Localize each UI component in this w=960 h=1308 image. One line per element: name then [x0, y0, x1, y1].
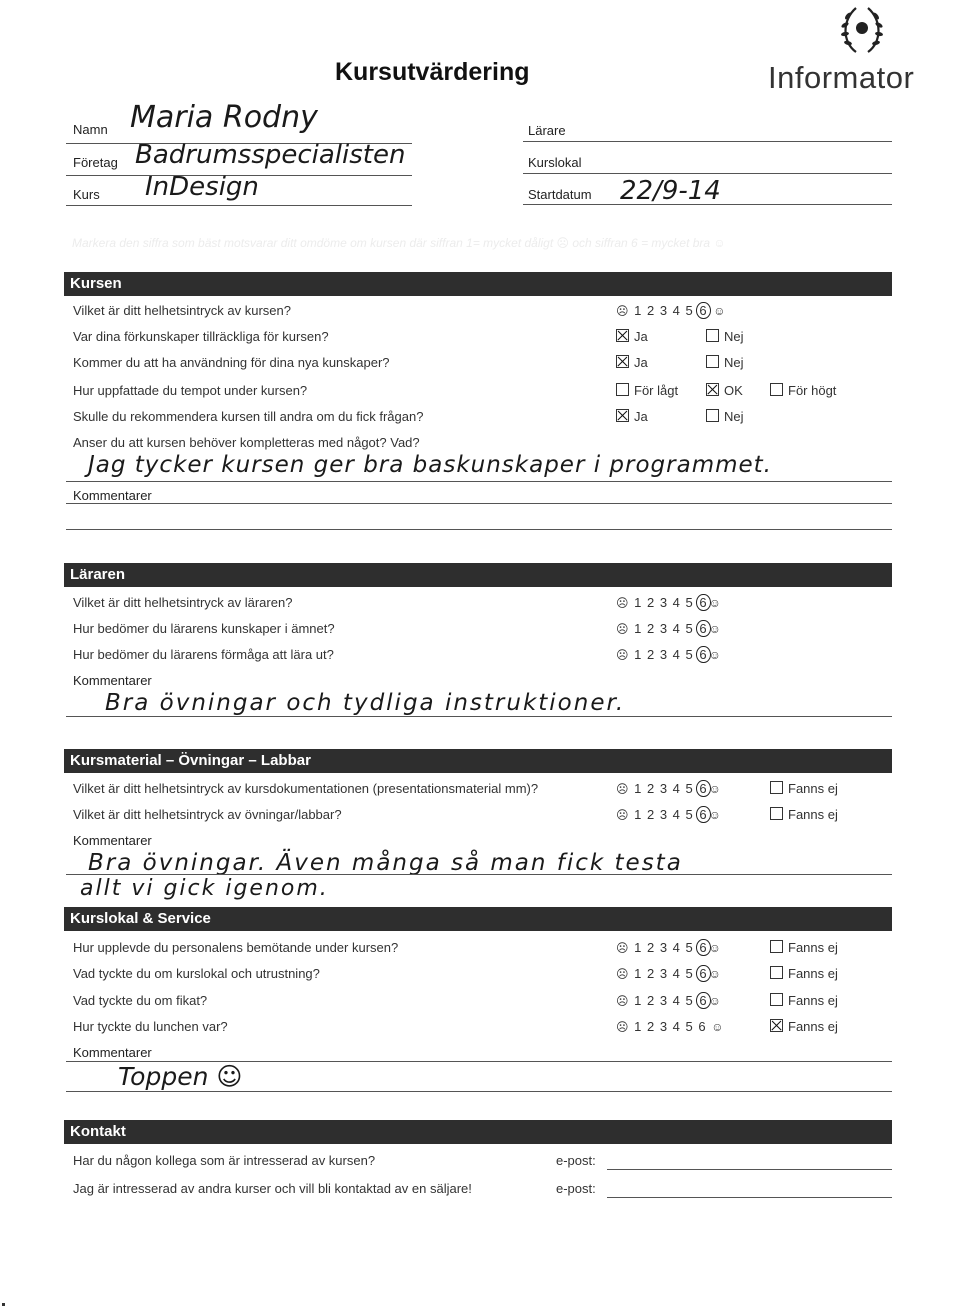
happy-face-icon: ☺ [708, 994, 722, 1008]
comment-line [66, 716, 892, 717]
section-header-kursmaterial: Kursmaterial – Övningar – Labbar [64, 749, 892, 773]
happy-face-icon: ☺ [708, 782, 722, 796]
material-comment-line-2[interactable]: allt vi gick igenom. [80, 876, 329, 901]
option-label: OK [724, 383, 743, 398]
lararen-rating-3[interactable] [616, 647, 722, 662]
teacher-label: Lärare [528, 123, 566, 138]
email-label-2: e-post: [556, 1181, 596, 1196]
checkbox-empty[interactable] [616, 383, 629, 396]
material-comment-label: Kommentarer [73, 833, 152, 848]
kursen-q2-ja[interactable] [616, 329, 648, 344]
happy-face-icon: ☺ [708, 596, 722, 610]
checkbox-empty[interactable] [706, 409, 719, 422]
lokal-comment-label: Kommentarer [73, 1045, 152, 1060]
checkbox-empty[interactable] [770, 781, 783, 794]
comment-line [66, 874, 892, 875]
checkbox-empty[interactable] [706, 329, 719, 342]
rating-selected-6[interactable]: 6 [696, 806, 710, 823]
lokal-rating-4[interactable] [616, 1019, 725, 1034]
sad-face-icon: ☹ [616, 648, 630, 662]
happy-face-icon: ☺ [708, 622, 722, 636]
kursen-answer-handwritten[interactable]: Jag tycker kursen ger bra baskunskaper i programmet. [88, 452, 772, 478]
lararen-rating-2[interactable] [616, 621, 722, 636]
checkbox-checked[interactable] [616, 409, 629, 422]
lokal-rating-3[interactable] [616, 993, 722, 1008]
lokal-comment-handwritten[interactable]: Toppen ☺ [118, 1062, 243, 1091]
happy-face-icon: ☺ [708, 941, 722, 955]
rating-digits: 1 2 3 4 5 [634, 1019, 694, 1034]
material-q1-fanns-ej[interactable] [770, 781, 838, 796]
rating-instruction: Markera den siffra som bäst motsvarar ditt omdöme om kursen där siffran 1= mycket dåligt ☹ och siffran 6 = mycket bra ☺ [72, 236, 726, 250]
material-q2-fanns-ej[interactable] [770, 807, 838, 822]
checkbox-checked[interactable] [706, 383, 719, 396]
option-label: Ja [634, 329, 648, 344]
lararen-question-1: Vilket är ditt helhetsintryck av läraren? [73, 595, 293, 610]
rating-selected-6[interactable]: 6 [696, 620, 710, 637]
room-label: Kurslokal [528, 155, 582, 170]
lokal-question-1: Hur upplevde du personalens bemötande under kursen? [73, 940, 399, 955]
section-header-kontakt: Kontakt [64, 1120, 892, 1144]
checkbox-checked[interactable] [616, 329, 629, 342]
email-label-1: e-post: [556, 1153, 596, 1168]
lararen-comment-label: Kommentarer [73, 673, 152, 688]
rating-selected-6[interactable]: 6 [696, 965, 710, 982]
course-value[interactable]: InDesign [145, 172, 259, 202]
start-date-line [523, 204, 892, 205]
lararen-rating-1[interactable] [616, 595, 722, 610]
teacher-line [523, 141, 892, 142]
rating-digit-6[interactable]: 6 [698, 1019, 707, 1034]
kontakt-question-1: Har du någon kollega som är intresserad av kursen? [73, 1153, 376, 1168]
name-value[interactable]: Maria Rodny [130, 100, 318, 135]
happy-face-icon: ☺ [711, 1020, 725, 1034]
lokal-question-4: Hur tyckte du lunchen var? [73, 1019, 228, 1034]
option-label: För lågt [634, 383, 679, 398]
rating-selected-6[interactable]: 6 [696, 939, 710, 956]
sad-face-icon: ☹ [616, 1020, 630, 1034]
lokal-rating-1[interactable] [616, 940, 722, 955]
kursen-q5-ja[interactable] [616, 409, 648, 424]
sad-face-icon: ☹ [616, 622, 630, 636]
happy-face-icon: ☺ [708, 648, 722, 662]
material-comment-line-1[interactable]: Bra övningar. Även många så man fick testa [88, 850, 683, 876]
comment-line [66, 503, 892, 504]
kursen-q5-nej[interactable] [706, 409, 744, 424]
material-rating-1[interactable] [616, 781, 722, 796]
lararen-question-2: Hur bedömer du lärarens kunskaper i ämnet? [73, 621, 335, 636]
email-field-2[interactable] [607, 1197, 892, 1198]
option-label: Nej [724, 409, 744, 424]
kursen-question-5: Skulle du rekommendera kursen till andra om du fick frågan? [73, 409, 424, 424]
tempo-for-hogt[interactable] [770, 383, 836, 398]
kursen-question-2: Var dina förkunskaper tillräckliga för kursen? [73, 329, 329, 344]
option-label: Nej [724, 329, 744, 344]
material-question-1: Vilket är ditt helhetsintryck av kursdokumentationen (presentationsmaterial mm)? [73, 781, 539, 796]
checkbox-empty[interactable] [770, 966, 783, 979]
start-date-label: Startdatum [528, 187, 592, 202]
happy-face-icon: ☺ [708, 967, 722, 981]
kursen-question-4: Hur uppfattade du tempot under kursen? [73, 383, 308, 398]
rating-digits: 1 2 3 4 5 [634, 781, 694, 796]
rating-digits: 1 2 3 4 5 [634, 621, 694, 636]
section-header-lararen: Läraren [64, 563, 892, 587]
course-line [66, 205, 412, 206]
section-header-kurslokal: Kurslokal & Service [64, 907, 892, 931]
option-label: Fanns ej [788, 993, 838, 1008]
sad-face-icon: ☹ [616, 596, 630, 610]
course-label: Kurs [73, 187, 100, 202]
option-label: Fanns ej [788, 1019, 838, 1034]
comment-line [66, 1091, 892, 1092]
rating-digits: 1 2 3 4 5 [634, 993, 694, 1008]
sad-face-icon: ☹ [616, 994, 630, 1008]
start-date-value[interactable]: 22/9-14 [620, 176, 721, 206]
lokal-q1-fanns-ej[interactable] [770, 940, 838, 955]
rating-selected-6[interactable]: 6 [696, 646, 710, 663]
lokal-question-2: Vad tyckte du om kurslokal och utrustning? [73, 966, 320, 981]
checkbox-empty[interactable] [706, 355, 719, 368]
rating-selected-6[interactable]: 6 [696, 992, 710, 1009]
room-line [523, 173, 892, 174]
answer-line [66, 481, 892, 482]
kursen-comment-label: Kommentarer [73, 488, 152, 503]
rating-digits: 1 2 3 4 5 [634, 303, 694, 318]
lokal-rating-2[interactable] [616, 966, 722, 981]
kursen-q3-ja[interactable] [616, 355, 648, 370]
company-label: Företag [73, 155, 118, 170]
option-label: Nej [724, 355, 744, 370]
scan-speck [2, 1303, 5, 1306]
checkbox-empty[interactable] [770, 807, 783, 820]
kursen-q2-nej[interactable] [706, 329, 744, 344]
comment-line [66, 529, 892, 530]
sad-face-icon: ☹ [616, 808, 630, 822]
checkbox-empty[interactable] [770, 940, 783, 953]
option-label: Ja [634, 409, 648, 424]
option-label: Fanns ej [788, 940, 838, 955]
kursen-question-3: Kommer du att ha användning för dina nya kunskaper? [73, 355, 390, 370]
sad-face-icon: ☹ [616, 967, 630, 981]
section-header-kursen: Kursen [64, 272, 892, 296]
rating-digits: 1 2 3 4 5 [634, 966, 694, 981]
sad-face-icon: ☹ [616, 782, 630, 796]
material-question-2: Vilket är ditt helhetsintryck av övningar/labbar? [73, 807, 342, 822]
option-label: Fanns ej [788, 781, 838, 796]
rating-digits: 1 2 3 4 5 [634, 647, 694, 662]
checkbox-empty[interactable] [770, 993, 783, 1006]
lokal-q2-fanns-ej[interactable] [770, 966, 838, 981]
material-rating-2[interactable] [616, 807, 722, 822]
option-label: För högt [788, 383, 837, 398]
name-label: Namn [73, 122, 108, 137]
lararen-comment-handwritten[interactable]: Bra övningar och tydliga instruktioner. [105, 690, 626, 716]
sad-face-icon: ☹ [616, 941, 630, 955]
kursen-question-6: Anser du att kursen behöver kompletteras med något? Vad? [73, 435, 420, 450]
option-label: Ja [634, 355, 648, 370]
lokal-q3-fanns-ej[interactable] [770, 993, 838, 1008]
kursen-question-1: Vilket är ditt helhetsintryck av kursen? [73, 303, 291, 318]
comment-line [66, 1061, 892, 1062]
checkbox-checked[interactable] [770, 1019, 783, 1032]
kursen-rating-1[interactable] [616, 303, 727, 318]
email-field-1[interactable] [607, 1169, 892, 1170]
rating-digits: 1 2 3 4 5 [634, 807, 694, 822]
brand-logo-text: Informator [768, 60, 915, 95]
lokal-question-3: Vad tyckte du om fikat? [73, 993, 208, 1008]
option-label: Fanns ej [788, 966, 838, 981]
sad-face-icon: ☹ [616, 304, 630, 318]
kursen-q3-nej[interactable] [706, 355, 744, 370]
lokal-q4-fanns-ej[interactable] [770, 1019, 838, 1034]
tempo-ok[interactable] [706, 383, 743, 398]
form-title: Kursutvärdering [335, 58, 530, 86]
rating-selected-6[interactable]: 6 [696, 302, 710, 319]
rating-selected-6[interactable]: 6 [696, 594, 710, 611]
happy-face-icon: ☺ [708, 808, 722, 822]
company-value[interactable]: Badrumsspecialisten [135, 140, 406, 170]
tempo-for-lagt[interactable] [616, 383, 678, 398]
checkbox-empty[interactable] [770, 383, 783, 396]
happy-face-icon: ☺ [713, 304, 727, 318]
rating-selected-6[interactable]: 6 [696, 780, 710, 797]
option-label: Fanns ej [788, 807, 838, 822]
checkbox-checked[interactable] [616, 355, 629, 368]
rating-digits: 1 2 3 4 5 [634, 940, 694, 955]
kontakt-question-2: Jag är intresserad av andra kurser och vill bli kontaktad av en säljare! [73, 1181, 472, 1196]
rating-digits: 1 2 3 4 5 [634, 595, 694, 610]
laurel-logo-icon [836, 2, 888, 56]
lararen-question-3: Hur bedömer du lärarens förmåga att lära ut? [73, 647, 334, 662]
